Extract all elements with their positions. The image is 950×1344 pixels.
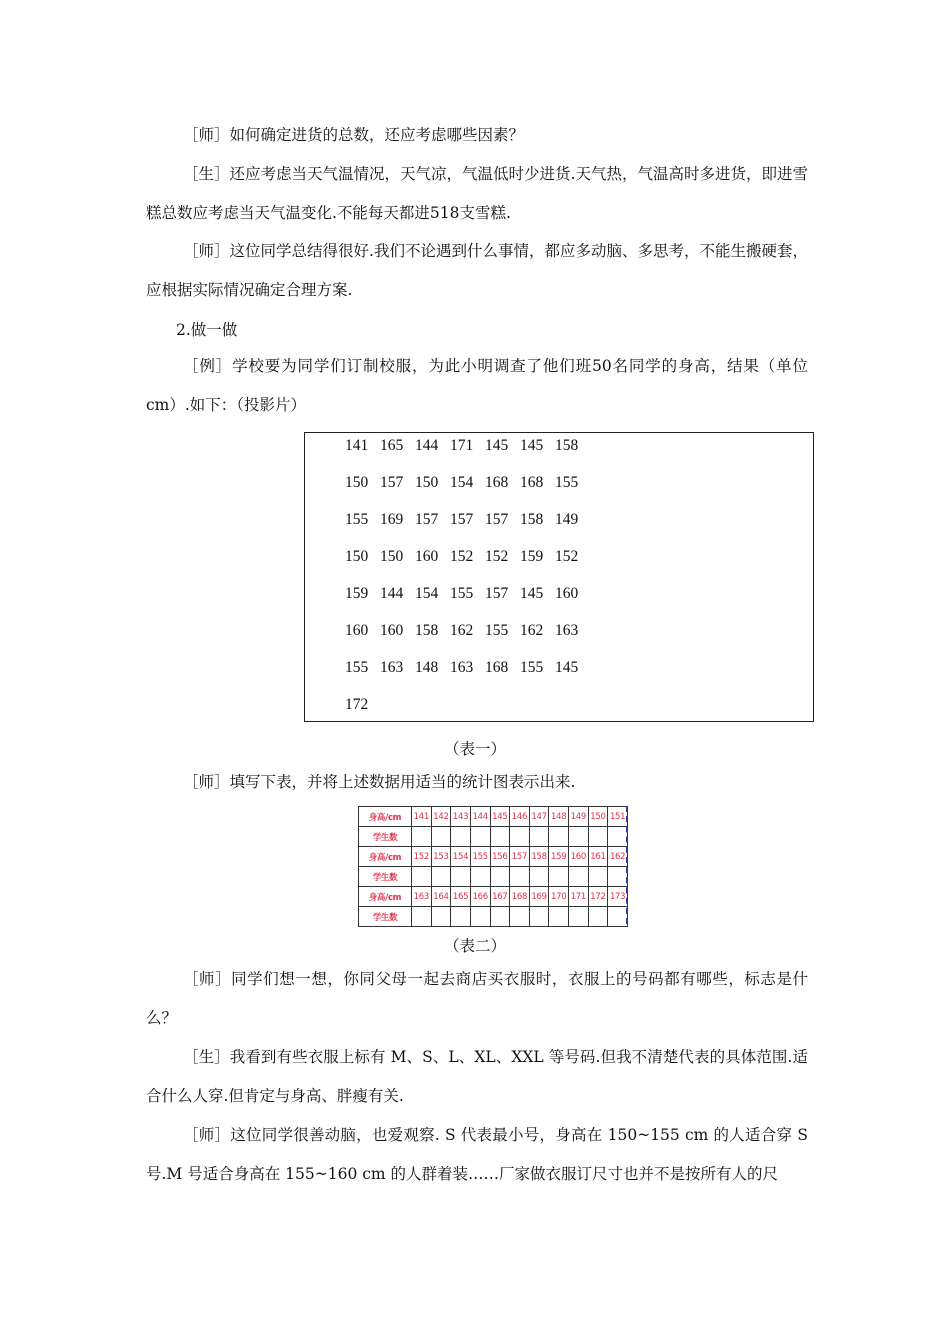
count-cell xyxy=(451,867,471,887)
height-cell: 146 xyxy=(510,807,530,827)
table-edge-marker xyxy=(626,806,628,924)
height-cell: 161 xyxy=(588,847,608,867)
height-row xyxy=(359,847,628,867)
count-cell xyxy=(470,907,490,927)
height-cell: 152 xyxy=(412,847,432,867)
count-cell xyxy=(431,907,451,927)
count-cell xyxy=(529,867,549,887)
count-cell xyxy=(431,827,451,847)
height-cell: 173 xyxy=(608,887,628,907)
count-cell xyxy=(451,827,471,847)
height-cell: 143 xyxy=(451,807,471,827)
height-cell: 164 xyxy=(431,887,451,907)
count-cell xyxy=(490,907,510,927)
count-cell xyxy=(569,827,589,847)
height-cell: 158 xyxy=(529,847,549,867)
height-cell: 171 xyxy=(569,887,589,907)
paragraph-instruction: ［师］填写下表，并将上述数据用适当的统计图表示出来. xyxy=(183,773,576,791)
count-cell xyxy=(470,827,490,847)
height-cell: 155 xyxy=(470,847,490,867)
count-cell xyxy=(588,867,608,887)
paragraph-teacher-summary: ［师］这位同学总结得很好.我们不论遇到什么事情，都应多动脑、多思考，不能生搬硬套，应根据实际情况确定合理方案. xyxy=(146,242,808,299)
height-cell: 169 xyxy=(529,887,549,907)
count-cell xyxy=(588,907,608,927)
frequency-table xyxy=(358,806,628,927)
section-heading: 2.做一做 xyxy=(176,321,238,339)
count-row xyxy=(359,907,628,927)
paragraph-student-sizes: ［生］我看到有些衣服上标有 M、S、L、XL、XXL 等号码.但我不清楚代表的具体范围.适合什么人穿.但肯定与身高、胖瘦有关. xyxy=(146,1048,808,1105)
count-label: 学生数 xyxy=(359,867,412,887)
count-cell xyxy=(510,867,530,887)
count-cell xyxy=(549,827,569,847)
height-row xyxy=(359,807,628,827)
count-row xyxy=(359,867,628,887)
count-cell xyxy=(431,867,451,887)
paragraph-teacher-clothes-question: ［师］同学们想一想，你同父母一起去商店买衣服时，衣服上的号码都有哪些，标志是什么？ xyxy=(146,970,808,1027)
height-cell: 144 xyxy=(470,807,490,827)
count-cell xyxy=(569,907,589,927)
height-cell: 160 xyxy=(569,847,589,867)
table-row: 150 157 150 154 168 168 155 xyxy=(345,474,579,491)
count-cell xyxy=(549,907,569,927)
paragraph-teacher-question: ［师］如何确定进货的总数，还应考虑哪些因素？ xyxy=(183,126,525,144)
count-cell xyxy=(490,827,510,847)
height-cell: 153 xyxy=(431,847,451,867)
height-cell: 156 xyxy=(490,847,510,867)
height-cell: 147 xyxy=(529,807,549,827)
table1-caption: （表一） xyxy=(443,740,506,758)
count-cell xyxy=(529,907,549,927)
count-cell xyxy=(412,867,432,887)
table-row: 172 xyxy=(345,696,369,713)
count-label: 学生数 xyxy=(359,827,412,847)
height-cell: 141 xyxy=(412,807,432,827)
height-cell: 145 xyxy=(490,807,510,827)
height-cell: 170 xyxy=(549,887,569,907)
height-cell: 159 xyxy=(549,847,569,867)
height-label: 身高/cm xyxy=(359,887,412,907)
count-cell xyxy=(490,867,510,887)
height-cell: 163 xyxy=(412,887,432,907)
height-cell: 151 xyxy=(608,807,628,827)
height-cell: 166 xyxy=(470,887,490,907)
height-cell: 150 xyxy=(588,807,608,827)
count-cell xyxy=(412,827,432,847)
count-label: 学生数 xyxy=(359,907,412,927)
height-cell: 167 xyxy=(490,887,510,907)
count-cell xyxy=(608,867,628,887)
count-cell xyxy=(569,867,589,887)
paragraph-student-answer: ［生］还应考虑当天气温情况，天气凉，气温低时少进货.天气热，气温高时多进货，即进雪糕总数应考虑当天气温变化.不能每天都进518支雪糕. xyxy=(146,165,808,222)
table-row: 155 169 157 157 157 158 149 xyxy=(345,511,579,528)
count-cell xyxy=(451,907,471,927)
height-cell: 157 xyxy=(510,847,530,867)
table-row: 160 160 158 162 155 162 163 xyxy=(345,622,579,639)
height-cell: 165 xyxy=(451,887,471,907)
count-cell xyxy=(608,907,628,927)
height-data-table xyxy=(304,432,814,722)
count-cell xyxy=(510,907,530,927)
count-cell xyxy=(470,867,490,887)
height-cell: 142 xyxy=(431,807,451,827)
count-row xyxy=(359,827,628,847)
count-cell xyxy=(608,827,628,847)
height-cell: 154 xyxy=(451,847,471,867)
table-row: 150 150 160 152 152 159 152 xyxy=(345,548,579,565)
height-cell: 172 xyxy=(588,887,608,907)
paragraph-example: ［例］学校要为同学们订制校服，为此小明调查了他们班50名同学的身高，结果（单位 cm）.如下：（投影片） xyxy=(146,357,808,414)
table2-caption: （表二） xyxy=(443,937,506,955)
height-row xyxy=(359,887,628,907)
height-cell: 168 xyxy=(510,887,530,907)
table-row: 155 163 148 163 168 155 145 xyxy=(345,659,579,676)
paragraph-teacher-sizes: ［师］这位同学很善动脑，也爱观察. S 代表最小号，身高在 150~155 cm 的人适合穿 S 号.M 号适合身高在 155~160 cm 的人群着装……厂家做衣服订尺寸也并不是按所有人的尺 xyxy=(146,1126,808,1183)
count-cell xyxy=(412,907,432,927)
height-cell: 162 xyxy=(608,847,628,867)
count-cell xyxy=(529,827,549,847)
count-cell xyxy=(510,827,530,847)
count-cell xyxy=(588,827,608,847)
height-label: 身高/cm xyxy=(359,807,412,827)
height-cell: 148 xyxy=(549,807,569,827)
height-cell: 149 xyxy=(569,807,589,827)
table-row: 141 165 144 171 145 145 158 xyxy=(345,437,579,454)
count-cell xyxy=(549,867,569,887)
table-row: 159 144 154 155 157 145 160 xyxy=(345,585,579,602)
height-label: 身高/cm xyxy=(359,847,412,867)
